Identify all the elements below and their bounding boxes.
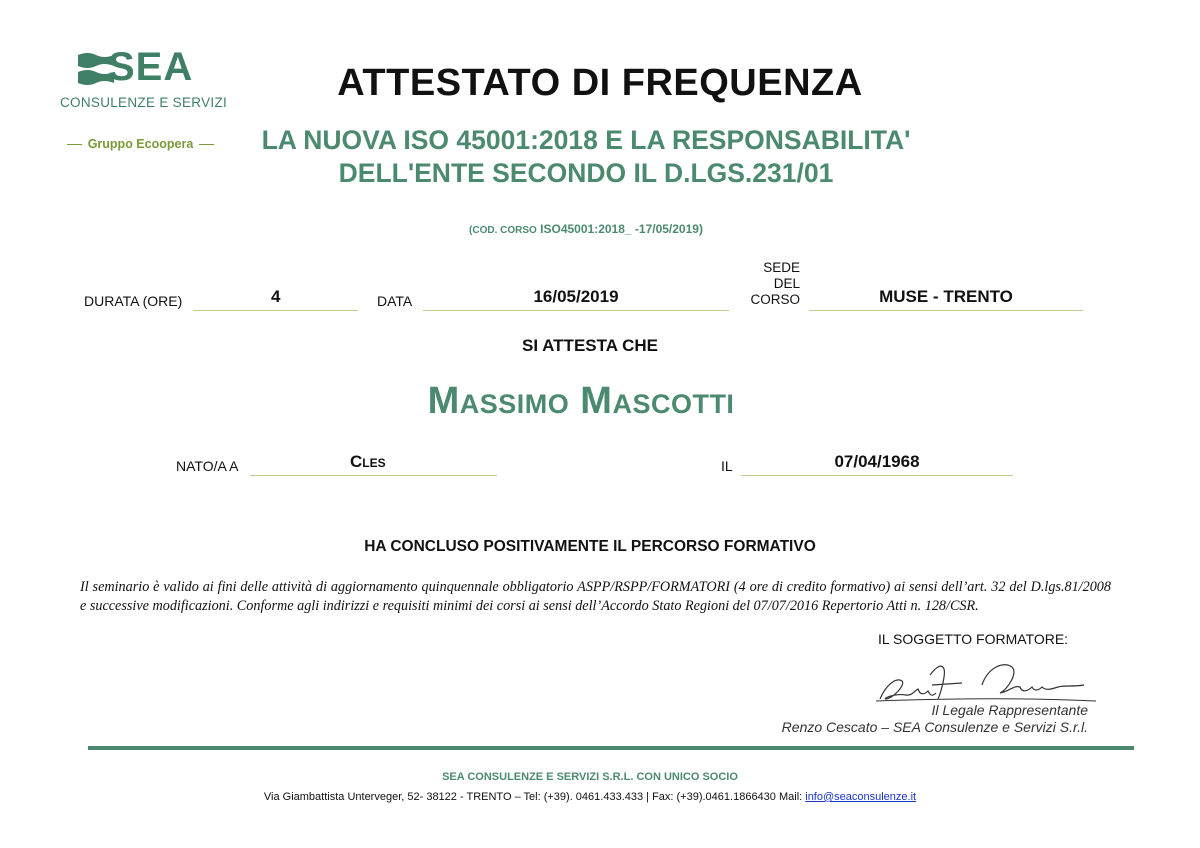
divider <box>67 144 82 145</box>
issuer-label: IL SOGGETTO FORMATORE: <box>878 631 1069 647</box>
divider <box>199 144 214 145</box>
signatory-role: Il Legale Rappresentante <box>931 702 1088 718</box>
footer-address <box>0 791 1180 803</box>
logo-wordmark: SEA <box>108 45 194 89</box>
footer-divider <box>88 746 1134 750</box>
duration-value: 4 <box>193 286 358 311</box>
course-description: Il seminario è valido ai fini delle attività di aggiornamento quinquennale obbligatorio ASPP/RSPP/FORMATORI (4 ore di credito formativo) ai sensi dell’art. 32 del D.lgs.81/2008 e successive modificazioni. Conforme agli indirizzi e requisiti minimi dei corsi ai sensi dell’Accordo Stato Regioni del 07/07/2016 Repertorio Atti n. 128/CSR. <box>80 579 1111 614</box>
venue-value: MUSE - TRENTO <box>809 286 1083 311</box>
duration-label: DURATA (ORE) <box>84 293 183 309</box>
footer-email-link[interactable]: info@seaconsulenze.it <box>805 791 917 803</box>
course-code-prefix: (COD. CORSO <box>469 225 537 236</box>
venue-label-line: SEDE <box>763 260 800 275</box>
company-logo <box>58 45 228 165</box>
course-title: LA NUOVA ISO 45001:2018 E LA RESPONSABILITA' DELL'ENTE SECONDO IL D.LGS.231/01 <box>261 125 911 188</box>
completion-statement: HA CONCLUSO POSITIVAMENTE IL PERCORSO FORMATIVO <box>364 538 816 555</box>
group-name: Gruppo Ecoopera <box>87 137 194 151</box>
date-value: 16/05/2019 <box>423 286 729 311</box>
birthplace-label: NATO/A A <box>176 458 239 474</box>
date-label: DATA <box>377 293 413 309</box>
venue-label-line: CORSO <box>750 292 800 307</box>
birthdate-value: 07/04/1968 <box>741 451 1013 476</box>
logo-group-line <box>58 137 223 151</box>
certificate-title: ATTESTATO DI FREQUENZA <box>337 62 863 104</box>
course-code-value: ISO45001:2018_ -17/05/2019) <box>540 222 703 236</box>
participant-name: Massimo Mascotti <box>427 380 735 422</box>
birthdate-label: IL <box>721 458 733 474</box>
venue-label-line: DEL <box>773 276 800 291</box>
footer-address-text: Via Giambattista Unterveger, 52- 38122 - TRENTO – Tel: (+39). 0461.433.433 | Fax: (+39).0461.1866430 Mail: <box>263 791 806 803</box>
signatory-name: Renzo Cescato – SEA Consulenze e Servizi S.r.l. <box>781 719 1088 735</box>
course-code <box>260 222 912 236</box>
venue-label <box>742 260 800 308</box>
logo-subtitle: CONSULENZE E SERVIZI <box>60 95 228 110</box>
footer-company: SEA CONSULENZE E SERVIZI S.R.L. CON UNICO SOCIO <box>442 771 738 783</box>
attest-statement: SI ATTESTA CHE <box>522 336 658 355</box>
birthplace-value: Cles <box>250 451 497 476</box>
